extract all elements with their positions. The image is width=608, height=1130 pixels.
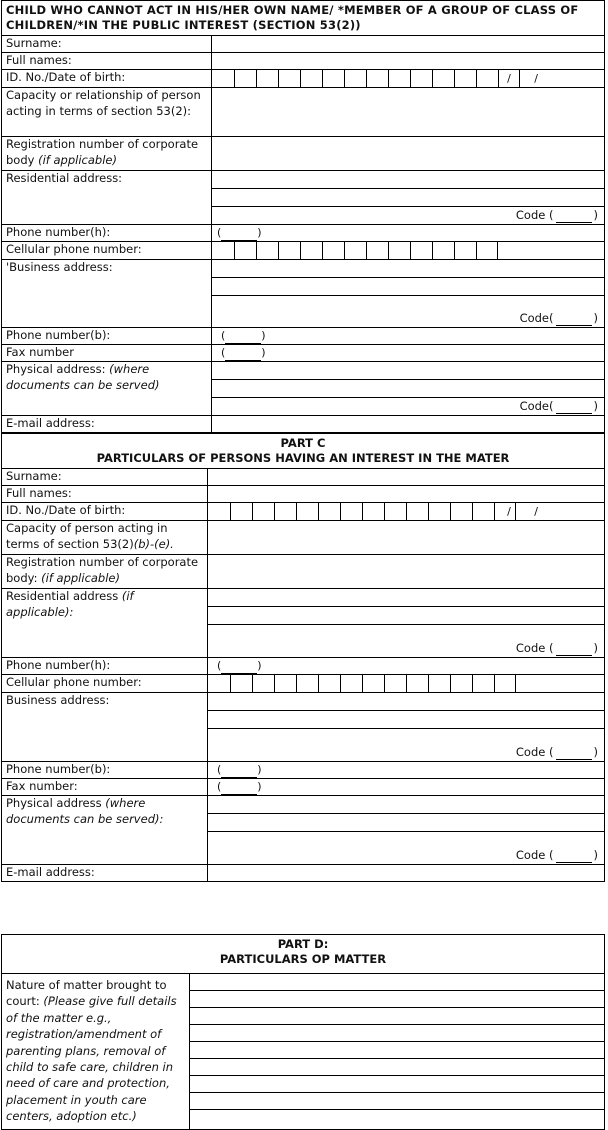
part-d-subtitle: PARTICULARS OP MATTER bbox=[219, 952, 387, 966]
full-names-field[interactable] bbox=[212, 53, 605, 70]
reg-number-label: Registration number of corporate body (if applicable) bbox=[2, 137, 212, 171]
phone-b-field[interactable]: ( ) bbox=[212, 328, 605, 345]
c-phone-b-label: Phone number(b): bbox=[2, 762, 208, 779]
c-fax-label: Fax number: bbox=[2, 779, 208, 796]
physical-code[interactable]: Code( ) bbox=[519, 398, 598, 413]
c-surname-label: Surname: bbox=[2, 469, 208, 486]
nature-label: Nature of matter brought to court: (Please give full details of the matter e.g., registration/amendment of parenting plans, removal of child to safe care, children in need of care and protection, placement in youth care centers, adoption etc.) bbox=[2, 974, 190, 1130]
part-c-title: PART C bbox=[280, 436, 326, 450]
c-reg-number-field[interactable] bbox=[208, 555, 605, 589]
capacity-field[interactable] bbox=[212, 88, 605, 137]
residential-code[interactable]: Code ( ) bbox=[515, 207, 598, 222]
part-d-title: PART D: bbox=[277, 937, 329, 951]
c-id-dob-label: ID. No./Date of birth: bbox=[2, 503, 208, 521]
part-b-table bbox=[1, 0, 605, 433]
email-field[interactable] bbox=[212, 416, 605, 433]
phone-h-field[interactable]: ( ) bbox=[212, 225, 605, 242]
c-phone-h-label: Phone number(h): bbox=[2, 658, 208, 675]
c-email-label: E-mail address: bbox=[2, 865, 208, 882]
residential-field[interactable] bbox=[212, 171, 605, 225]
c-physical-label: Physical address (where documents can be served): bbox=[2, 796, 208, 865]
surname-field[interactable] bbox=[212, 36, 605, 53]
fax-field[interactable]: ( ) bbox=[212, 345, 605, 362]
id-dob-label: ID. No./Date of birth: bbox=[2, 70, 212, 88]
c-physical-code[interactable]: Code ( ) bbox=[515, 847, 598, 862]
physical-label: Physical address: (where documents can be served) bbox=[2, 362, 212, 416]
business-code[interactable]: Code( ) bbox=[519, 310, 598, 325]
c-physical-field[interactable] bbox=[208, 796, 605, 865]
phone-h-label: Phone number(h): bbox=[2, 225, 212, 242]
residential-label: Residential address: bbox=[2, 171, 212, 225]
c-phone-h-field[interactable]: ( ) bbox=[208, 658, 605, 675]
c-id-dob-field[interactable] bbox=[208, 503, 605, 521]
c-residential-code[interactable]: Code ( ) bbox=[515, 640, 598, 655]
part-c-title-cell bbox=[2, 434, 605, 469]
c-fax-field[interactable]: ( ) bbox=[208, 779, 605, 796]
phone-b-label: Phone number(b): bbox=[2, 328, 212, 345]
physical-field[interactable] bbox=[212, 362, 605, 416]
business-label: 'Business address: bbox=[2, 260, 212, 328]
c-residential-label: Residential address (if applicable): bbox=[2, 589, 208, 658]
id-dob-field[interactable] bbox=[212, 70, 605, 88]
c-full-names-label: Full names: bbox=[2, 486, 208, 503]
surname-label: Surname: bbox=[2, 36, 212, 53]
business-field[interactable] bbox=[212, 260, 605, 328]
c-capacity-label: Capacity of person acting in terms of section 53(2)(b)-(e). bbox=[2, 521, 208, 555]
c-surname-field[interactable] bbox=[208, 469, 605, 486]
c-business-label: Business address: bbox=[2, 693, 208, 762]
c-phone-b-field[interactable]: ( ) bbox=[208, 762, 605, 779]
fax-label: Fax number bbox=[2, 345, 212, 362]
section-gap bbox=[1, 882, 605, 934]
part-c-subtitle: PARTICULARS OF PERSONS HAVING AN INTEREST IN THE MATER bbox=[96, 451, 510, 465]
cell-label: Cellular phone number: bbox=[2, 242, 212, 260]
email-label: E-mail address: bbox=[2, 416, 212, 433]
c-date-separator: / / bbox=[507, 505, 548, 518]
c-capacity-field[interactable] bbox=[208, 521, 605, 555]
c-cell-field[interactable] bbox=[208, 675, 605, 693]
c-cell-label: Cellular phone number: bbox=[2, 675, 208, 693]
cell-field[interactable] bbox=[212, 242, 605, 260]
c-residential-field[interactable] bbox=[208, 589, 605, 658]
full-names-label: Full names: bbox=[2, 53, 212, 70]
c-email-field[interactable] bbox=[208, 865, 605, 882]
c-full-names-field[interactable] bbox=[208, 486, 605, 503]
part-b-header: CHILD WHO CANNOT ACT IN HIS/HER OWN NAME/ *MEMBER OF A GROUP OF CLASS OF CHILDREN/*IN THE PUBLIC INTEREST (SECTION 53(2)) bbox=[2, 1, 605, 36]
c-business-code[interactable]: Code ( ) bbox=[515, 744, 598, 759]
c-business-field[interactable] bbox=[208, 693, 605, 762]
capacity-label: Capacity or relationship of person acting in terms of section 53(2): bbox=[2, 88, 212, 137]
date-separator: / / bbox=[507, 72, 548, 85]
nature-field[interactable] bbox=[190, 974, 605, 1130]
part-d-title-cell bbox=[2, 935, 605, 974]
c-reg-number-label: Registration number of corporate body: (if applicable) bbox=[2, 555, 208, 589]
form-page bbox=[1, 0, 605, 1130]
part-c-table bbox=[1, 433, 605, 882]
reg-number-field[interactable] bbox=[212, 137, 605, 171]
part-d-table bbox=[1, 934, 605, 1130]
